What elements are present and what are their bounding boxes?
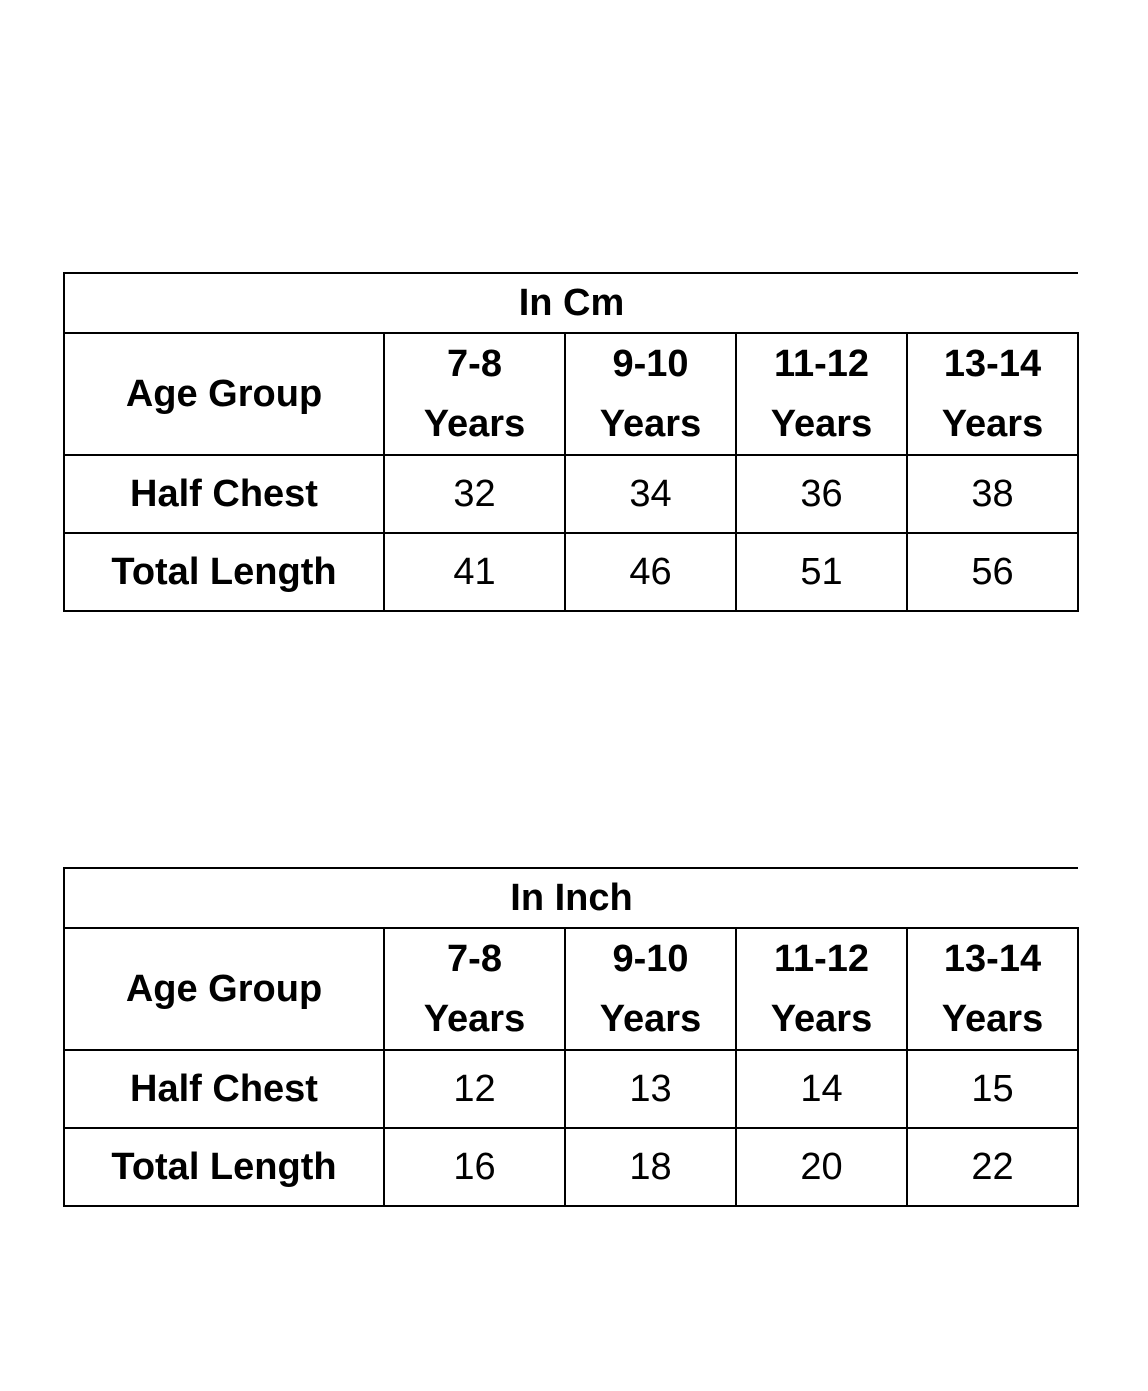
row-label: Total Length	[64, 533, 384, 611]
table-cell: 13	[565, 1050, 736, 1128]
age-group-label: Age Group	[64, 928, 384, 1050]
table-cell: 12	[384, 1050, 565, 1128]
header-row	[64, 333, 1078, 455]
table-cell: 38	[907, 455, 1078, 533]
age-range: 7-8	[447, 938, 502, 980]
age-unit: Years	[599, 998, 702, 1040]
row-label: Total Length	[64, 1128, 384, 1206]
age-column-header	[384, 333, 565, 455]
age-unit: Years	[941, 998, 1044, 1040]
age-unit: Years	[770, 403, 873, 445]
table-cell: 46	[565, 533, 736, 611]
age-range: 13-14	[943, 938, 1042, 980]
age-column-header	[565, 333, 736, 455]
age-unit: Years	[599, 403, 702, 445]
table-cell: 36	[736, 455, 907, 533]
table-cell: 18	[565, 1128, 736, 1206]
age-column-header	[736, 333, 907, 455]
age-range: 7-8	[447, 343, 502, 385]
header-row	[64, 928, 1078, 1050]
age-range: 9-10	[612, 938, 689, 980]
table-cell: 34	[565, 455, 736, 533]
table-cell: 14	[736, 1050, 907, 1128]
size-chart-inch-table	[63, 867, 1079, 1207]
table-cell: 20	[736, 1128, 907, 1206]
table-row	[64, 1128, 1078, 1206]
age-range: 11-12	[773, 938, 870, 980]
table-cell: 22	[907, 1128, 1078, 1206]
age-range: 11-12	[773, 343, 870, 385]
age-column-header	[907, 333, 1078, 455]
age-column-header	[907, 928, 1078, 1050]
table-cell: 15	[907, 1050, 1078, 1128]
age-column-header	[384, 928, 565, 1050]
age-unit: Years	[941, 403, 1044, 445]
table-title: In Inch	[64, 868, 1078, 928]
age-group-label: Age Group	[64, 333, 384, 455]
table-row	[64, 533, 1078, 611]
age-column-header	[736, 928, 907, 1050]
size-chart-cm-table	[63, 272, 1079, 612]
row-label: Half Chest	[64, 455, 384, 533]
age-unit: Years	[423, 998, 526, 1040]
age-column-header	[565, 928, 736, 1050]
row-label: Half Chest	[64, 1050, 384, 1128]
table-cell: 51	[736, 533, 907, 611]
age-range: 13-14	[943, 343, 1042, 385]
table-cell: 41	[384, 533, 565, 611]
table-row	[64, 1050, 1078, 1128]
table-cell: 56	[907, 533, 1078, 611]
age-unit: Years	[770, 998, 873, 1040]
age-unit: Years	[423, 403, 526, 445]
table-cell: 32	[384, 455, 565, 533]
table-cell: 16	[384, 1128, 565, 1206]
table-title: In Cm	[64, 273, 1078, 333]
table-row	[64, 455, 1078, 533]
age-range: 9-10	[612, 343, 689, 385]
